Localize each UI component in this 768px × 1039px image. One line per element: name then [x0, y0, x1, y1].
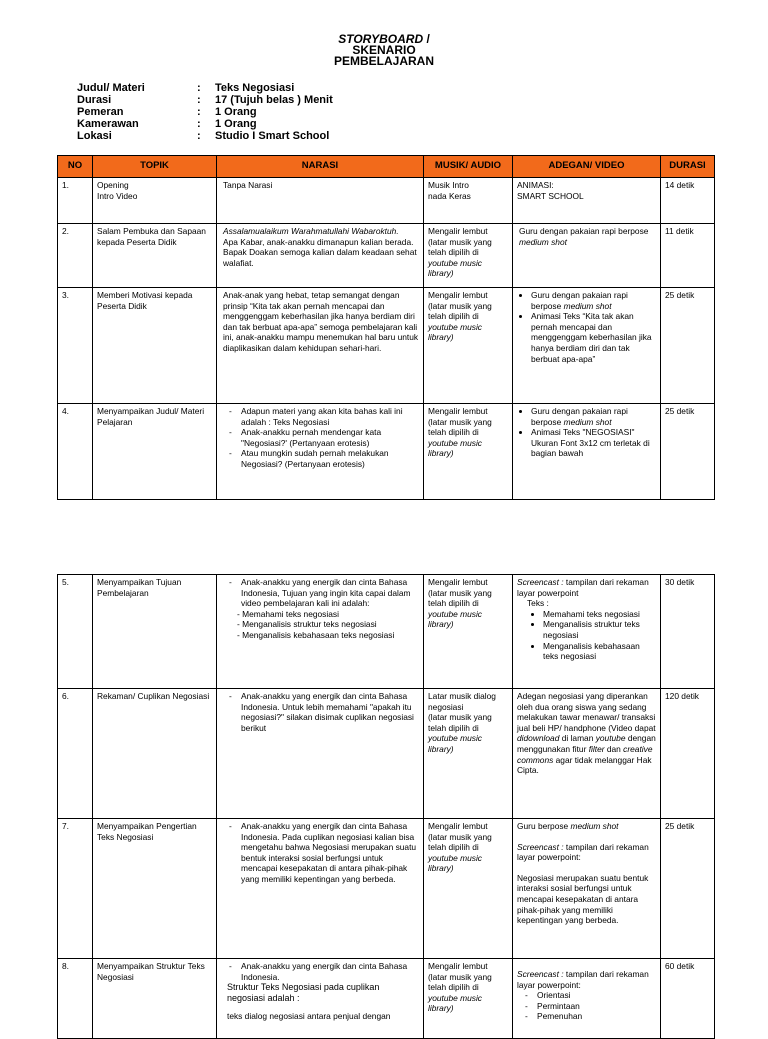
title-line3: PEMBELAJARAN	[333, 54, 434, 68]
cell-adegan: ANIMASI: SMART SCHOOL	[513, 178, 661, 224]
meta-colon: :	[197, 94, 201, 106]
cell-topik: Menyampaikan Struktur Teks Negosiasi	[93, 959, 217, 1039]
narasi-line: Struktur Teks Negosiasi pada cuplikan negosiasi adalah :	[227, 982, 380, 1003]
cell-narasi	[217, 575, 424, 689]
list-item	[531, 406, 656, 427]
adegan-text: Guru dengan pakaian rapi berpose	[519, 226, 649, 236]
list-item: - Anak-anakku yang energik dan cinta Bahasa Indonesia, Tujuan yang ingin kita capai dalam video pembelajaran kali ini adalah:	[241, 577, 419, 609]
cell-durasi: 25 detik	[661, 819, 715, 959]
table-header-row	[58, 156, 715, 178]
cell-durasi: 25 detik	[661, 288, 715, 404]
adegan-em: Screencast :	[517, 841, 564, 852]
meta-value: 1 Orang	[215, 106, 257, 118]
header-adegan: ADEGAN/ VIDEO	[513, 156, 661, 178]
musik-line: (latar musik yang	[428, 971, 492, 982]
musik-line: Mengalir lembut	[428, 406, 488, 416]
cell-no: 2.	[58, 224, 93, 288]
meta-key: Judul/ Materi	[77, 82, 145, 94]
meta-key: Durasi	[77, 94, 112, 106]
cell-musik	[424, 959, 513, 1039]
cell-no: 8.	[58, 959, 93, 1039]
title-line1: STORYBOARD	[338, 32, 424, 46]
musik-line: telah dipilih di	[428, 598, 479, 609]
adegan-em: filter	[588, 743, 605, 754]
cell-narasi	[217, 819, 424, 959]
cell-musik	[424, 689, 513, 819]
list-item: - Atau mungkin sudah pernah melakukan Negosiasi? (Pertanyaan erotesis)	[241, 448, 419, 469]
table-row	[58, 178, 715, 224]
musik-line: youtube music	[428, 257, 482, 268]
narasi-list	[221, 691, 419, 733]
list-item: - Permintaan	[537, 1001, 656, 1012]
list-item: • Menganalisis kebahasaan teks negosiasi	[543, 641, 656, 662]
meta-key: Pemeran	[77, 106, 124, 118]
storyboard-table-1	[57, 155, 715, 500]
meta-value: 1 Orang	[215, 118, 257, 130]
cell-durasi: 14 detik	[661, 178, 715, 224]
cell-musik	[424, 224, 513, 288]
cell-narasi	[217, 959, 424, 1039]
cell-durasi: 30 detik	[661, 575, 715, 689]
musik-line: Mengalir lembut	[428, 226, 488, 236]
musik-line: telah dipilih di	[428, 311, 479, 322]
meta-colon: :	[197, 106, 201, 118]
cell-no: 4.	[58, 404, 93, 500]
cell-topik: Memberi Motivasi kepada Peserta Didik	[93, 288, 217, 404]
cell-topik: Salam Pembuka dan Sapaan kepada Peserta Didik	[93, 224, 217, 288]
narasi-line: - Menganalisis kebahasaan teks negosiasi	[237, 629, 395, 640]
cell-narasi	[217, 224, 424, 288]
musik-line: youtube music	[428, 733, 482, 744]
musik-line: Mengalir lembut	[428, 821, 488, 831]
cell-musik	[424, 404, 513, 500]
meta-colon: :	[197, 82, 201, 94]
cell-durasi: 60 detik	[661, 959, 715, 1039]
musik-line: (latar musik yang	[428, 831, 492, 842]
header-durasi: DURASI	[661, 156, 715, 178]
cell-durasi: 25 detik	[661, 404, 715, 500]
meta-row	[77, 118, 515, 130]
cell-musik: Musik Intro nada Keras	[424, 178, 513, 224]
musik-line: (latar musik yang	[428, 236, 492, 247]
cell-topik: Menyampaikan Tujuan Pembelajaran	[93, 575, 217, 689]
cell-narasi	[217, 689, 424, 819]
list-item: • Animasi Teks “Kita tak akan pernah mencapai dan menggenggam keberhasilan jika hanya berdiam diri dan tak berbuat apa-apa”	[531, 311, 656, 364]
musik-line: telah dipilih di	[428, 722, 479, 733]
meta-row	[77, 130, 515, 142]
header-musik: MUSIK/ AUDIO	[424, 156, 513, 178]
meta-row	[77, 94, 515, 106]
musik-line: telah dipilih di	[428, 842, 479, 853]
narasi-list	[221, 821, 419, 885]
cell-no: 5.	[58, 575, 93, 689]
narasi-line: - Menganalisis struktur teks negosiasi	[237, 619, 377, 630]
title-line2: SKENARIO	[352, 43, 416, 57]
musik-line: library)	[428, 268, 454, 279]
list-item: - Pemenuhan	[537, 1011, 656, 1022]
adegan-em: medium shot	[519, 236, 567, 247]
storyboard-table-2	[57, 574, 715, 1039]
meta-row	[77, 82, 515, 94]
document-title	[0, 34, 768, 67]
musik-line: library)	[428, 1003, 454, 1014]
adegan-em: medium shot	[563, 416, 612, 427]
cell-musik	[424, 819, 513, 959]
cell-musik	[424, 575, 513, 689]
musik-line: (latar musik yang	[428, 712, 492, 723]
table-row	[58, 959, 715, 1039]
meta-colon: :	[197, 130, 201, 142]
cell-narasi: Tanpa Narasi	[217, 178, 424, 224]
musik-line: telah dipilih di	[428, 247, 479, 258]
meta-value: Studio I Smart School	[215, 130, 330, 142]
cell-adegan	[513, 819, 661, 959]
meta-key: Kamerawan	[77, 118, 139, 130]
musik-line: youtube music	[428, 608, 482, 619]
cell-durasi: 11 detik	[661, 224, 715, 288]
narasi-text: Apa Kabar, anak-anakku dimanapun kalian berada. Bapak Doakan semoga kalian dalam keadaan sehat walafiat.	[223, 236, 417, 268]
adegan-list	[517, 406, 656, 459]
narasi-list	[221, 961, 419, 982]
musik-line: telah dipilih di	[428, 982, 479, 993]
adegan-em: Screencast :	[517, 969, 564, 979]
musik-line: Mengalir lembut	[428, 290, 488, 300]
adegan-text: Teks :	[527, 598, 549, 609]
musik-line: telah dipilih di	[428, 427, 479, 438]
cell-no: 3.	[58, 288, 93, 404]
adegan-em: Screencast :	[517, 577, 564, 587]
narasi-line: teks dialog negosiasi antara penjual dengan	[227, 1011, 391, 1022]
musik-line: youtube music	[428, 852, 482, 863]
cell-adegan	[513, 689, 661, 819]
adegan-list	[517, 990, 656, 1022]
musik-line: library)	[428, 743, 454, 754]
meta-value: Teks Negosiasi	[215, 82, 295, 94]
adegan-text: dan	[604, 743, 624, 754]
table-row	[58, 224, 715, 288]
cell-topik: Menyampaikan Pengertian Teks Negosiasi	[93, 819, 217, 959]
cell-topik: Menyampaikan Judul/ Materi Pelajaran	[93, 404, 217, 500]
musik-line: (latar musik yang	[428, 300, 492, 311]
adegan-text: tampilan dari rekaman layar powerpoint	[517, 577, 649, 598]
musik-line: (latar musik yang	[428, 416, 492, 427]
adegan-text: Guru dengan pakaian rapi berpose	[531, 406, 628, 427]
cell-no: 6.	[58, 689, 93, 819]
adegan-text: dengan menggunakan fitur	[517, 733, 656, 754]
list-item: • Memahami teks negosiasi	[543, 609, 656, 620]
meta-key: Lokasi	[77, 130, 112, 142]
musik-line: Mengalir lembut	[428, 577, 488, 587]
adegan-text: tampilan dari rekaman layar powerpoint:	[517, 841, 649, 863]
list-item: - Adapun materi yang akan kita bahas kali ini adalah : Teks Negosiasi	[241, 406, 419, 427]
adegan-text: Guru dengan pakaian rapi berpose	[531, 290, 628, 311]
musik-line: library)	[428, 863, 454, 874]
table-row	[58, 819, 715, 959]
cell-topik: Opening Intro Video	[93, 178, 217, 224]
cell-adegan	[513, 959, 661, 1039]
cell-no: 1.	[58, 178, 93, 224]
musik-line: youtube music	[428, 321, 482, 332]
meta-colon: :	[197, 118, 201, 130]
list-item	[531, 290, 656, 311]
table-row	[58, 689, 715, 819]
adegan-text: agar tidak melanggar Hak Cipta.	[517, 754, 652, 776]
narasi-list	[221, 406, 419, 470]
table-row	[58, 575, 715, 689]
narasi-list	[221, 577, 419, 609]
musik-line: youtube music	[428, 437, 482, 448]
meta-block	[77, 82, 515, 142]
adegan-list	[517, 290, 656, 364]
list-item: • Menganalisis struktur teks negosiasi	[543, 619, 656, 640]
meta-row	[77, 106, 515, 118]
musik-line: library)	[428, 448, 454, 459]
table-row	[58, 404, 715, 500]
meta-value: 17 (Tujuh belas ) Menit	[215, 94, 333, 106]
adegan-text: tampilan dari rekaman layar powerpoint:	[517, 969, 649, 990]
cell-adegan	[513, 404, 661, 500]
header-no: NO	[58, 156, 93, 178]
cell-adegan	[513, 224, 661, 288]
musik-line: Mengalir lembut	[428, 961, 488, 971]
musik-line: youtube music	[428, 992, 482, 1003]
cell-musik	[424, 288, 513, 404]
musik-line: (latar musik yang	[428, 587, 492, 598]
header-narasi: NARASI	[217, 156, 424, 178]
list-item: - Anak-anakku yang energik dan cinta Bahasa Indonesia. Untuk lebih memahami "apakah itu negosiasi?" silakan disimak cuplikan negosiasi berikut	[241, 691, 419, 733]
cell-no: 7.	[58, 819, 93, 959]
musik-line: library)	[428, 332, 454, 343]
list-item: - Anak-anakku yang energik dan cinta Bahasa Indonesia. Pada cuplikan negosiasi kalian bisa mengetahu bahwa Negosiasi merupakan suatu bentuk interaksi sosial berfungsi untuk mencapai kesepakatan di antara pihak-pihak yang memiliki kepentingan yang berbeda.	[241, 821, 419, 885]
adegan-text: Adegan negosiasi yang diperankan oleh dua orang siswa yang sedang melakukan tawar menawar/ transaksi jual beli HP/ handphone (Video dapat	[517, 691, 656, 733]
narasi-line: - Memahami teks negosiasi	[237, 608, 339, 619]
adegan-em: didownload	[517, 733, 560, 744]
table-row	[58, 288, 715, 404]
cell-durasi: 120 detik	[661, 689, 715, 819]
musik-line: Latar musik dialog negosiasi	[428, 691, 496, 712]
musik-line: library)	[428, 619, 454, 630]
cell-narasi	[217, 404, 424, 500]
list-item: - Anak-anakku pernah mendengar kata "Negosiasi?' (Pertanyaan erotesis)	[241, 427, 419, 448]
adegan-text: Guru berpose	[517, 821, 571, 831]
adegan-list	[517, 609, 656, 662]
list-item: - Orientasi	[537, 990, 656, 1001]
cell-adegan	[513, 575, 661, 689]
list-item: • Animasi Teks "NEGOSIASI" Ukuran Font 3x12 cm terletak di bagian bawah	[531, 427, 656, 459]
adegan-em: medium shot	[563, 300, 612, 311]
adegan-text: Negosiasi merupakan suatu bentuk interaksi sosial berfungsi untuk mencapai kesepakatan di antara pihak-pihak yang memiliki kepentingan yang berbeda.	[517, 872, 649, 926]
narasi-greeting: Assalamualaikum Warahmatullahi Wabaroktuh.	[223, 226, 399, 236]
list-item: - Anak-anakku yang energik dan cinta Bahasa Indonesia.	[241, 961, 419, 982]
cell-topik: Rekaman/ Cuplikan Negosiasi	[93, 689, 217, 819]
cell-narasi: Anak-anak yang hebat, tetap semangat dengan prinsip “Kita tak akan pernah mencapai dan menggenggam keberhasilan jika hanya berdiam diri dan tak berbuat apa-apa” semoga pembelajaran kali ini, anak-anakku mampu menemukan hal baru untuk diaplikasikan dalam kehidupan sehari-hari.	[217, 288, 424, 404]
adegan-em: medium shot	[570, 821, 619, 831]
header-topik: TOPIK	[93, 156, 217, 178]
title-line1-rest: /	[423, 32, 430, 46]
adegan-em: youtube	[595, 733, 626, 744]
adegan-em: creative commons	[517, 743, 653, 765]
adegan-text: di laman	[559, 733, 596, 744]
cell-adegan	[513, 288, 661, 404]
